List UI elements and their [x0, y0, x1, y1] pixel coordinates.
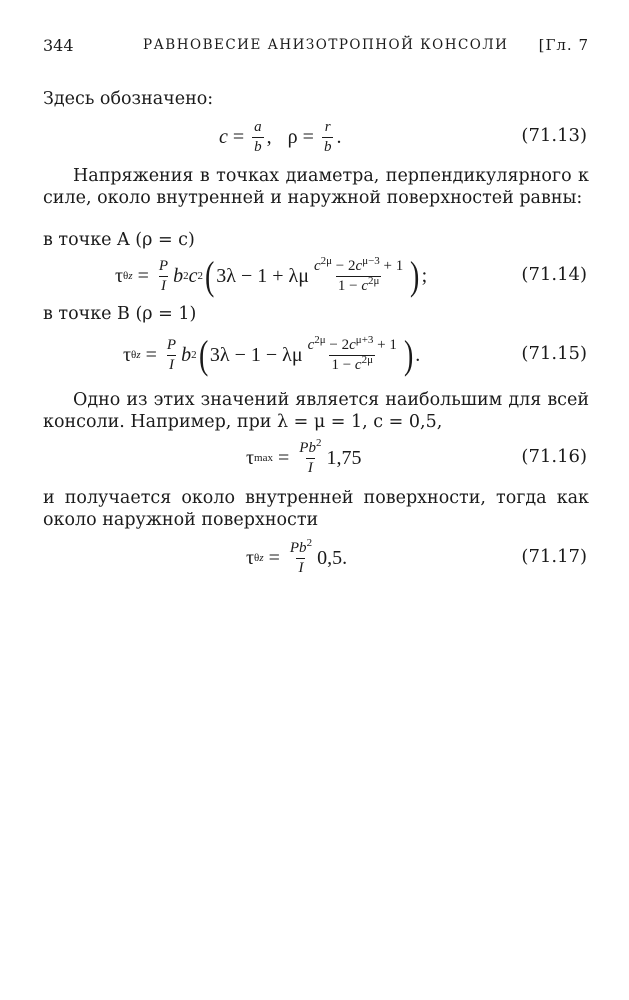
equation-number: (71.16): [521, 446, 587, 467]
equation-number: (71.13): [521, 125, 587, 146]
paragraph-intro: Здесь обозначено:: [43, 89, 214, 109]
paragraph-result: и получается около внутренней поверхности, тогда как около наружной поверхности: [43, 488, 589, 530]
equation-71-14: [43, 251, 589, 301]
paragraph-point-a: в точке A (ρ = c): [43, 230, 195, 250]
running-header: [43, 36, 589, 58]
equation-71-13: [43, 112, 589, 162]
formula-71-16: τ max = $\frac{Pb^2}{I}$ 1,75: [246, 436, 362, 476]
equation-71-17: [43, 533, 589, 583]
paragraph-point-b: в точке B (ρ = 1): [43, 304, 197, 324]
paragraph-example: Одно из этих значений является наибольшим для всей консоли. Например, при λ = μ = 1, c = 0,5,: [43, 390, 589, 432]
formula-71-13: c = $\frac{a}{b}$ , ρ = $\frac{r}{b}$ .: [219, 118, 342, 155]
equation-number: (71.15): [521, 343, 587, 364]
formula-71-17: τ θz = $\frac{Pb^2}{I}$ 0,5.: [246, 536, 348, 576]
formula-71-14: τ θz = $\frac{P}{I}$ b 2 c 2 ( 3λ − 1 + λμ $\frac{c^{2\mu} - 2c^{\mu-3} + 1}{1 - c^{2\mu}}$ ) ;: [115, 253, 428, 298]
running-title: РАВНОВЕСИЕ АНИЗОТРОПНОЙ КОНСОЛИ: [143, 37, 509, 53]
equation-71-16: [43, 433, 589, 483]
chapter-label: [Гл. 7: [538, 36, 589, 54]
equation-number: (71.14): [521, 264, 587, 285]
paragraph-stresses: Напряжения в точках диаметра, перпендикулярного к силе, около внутренней и наружной поверхностей равны:: [43, 166, 589, 208]
page-number: 344: [43, 36, 74, 55]
equation-number: (71.17): [521, 546, 587, 567]
equation-71-15: [43, 330, 589, 380]
formula-71-15: τ θz = $\frac{P}{I}$ b 2 ( 3λ − 1 − λμ $\frac{c^{2\mu} - 2c^{\mu+3} + 1}{1 - c^{2\mu}}$ ) .: [123, 332, 421, 377]
